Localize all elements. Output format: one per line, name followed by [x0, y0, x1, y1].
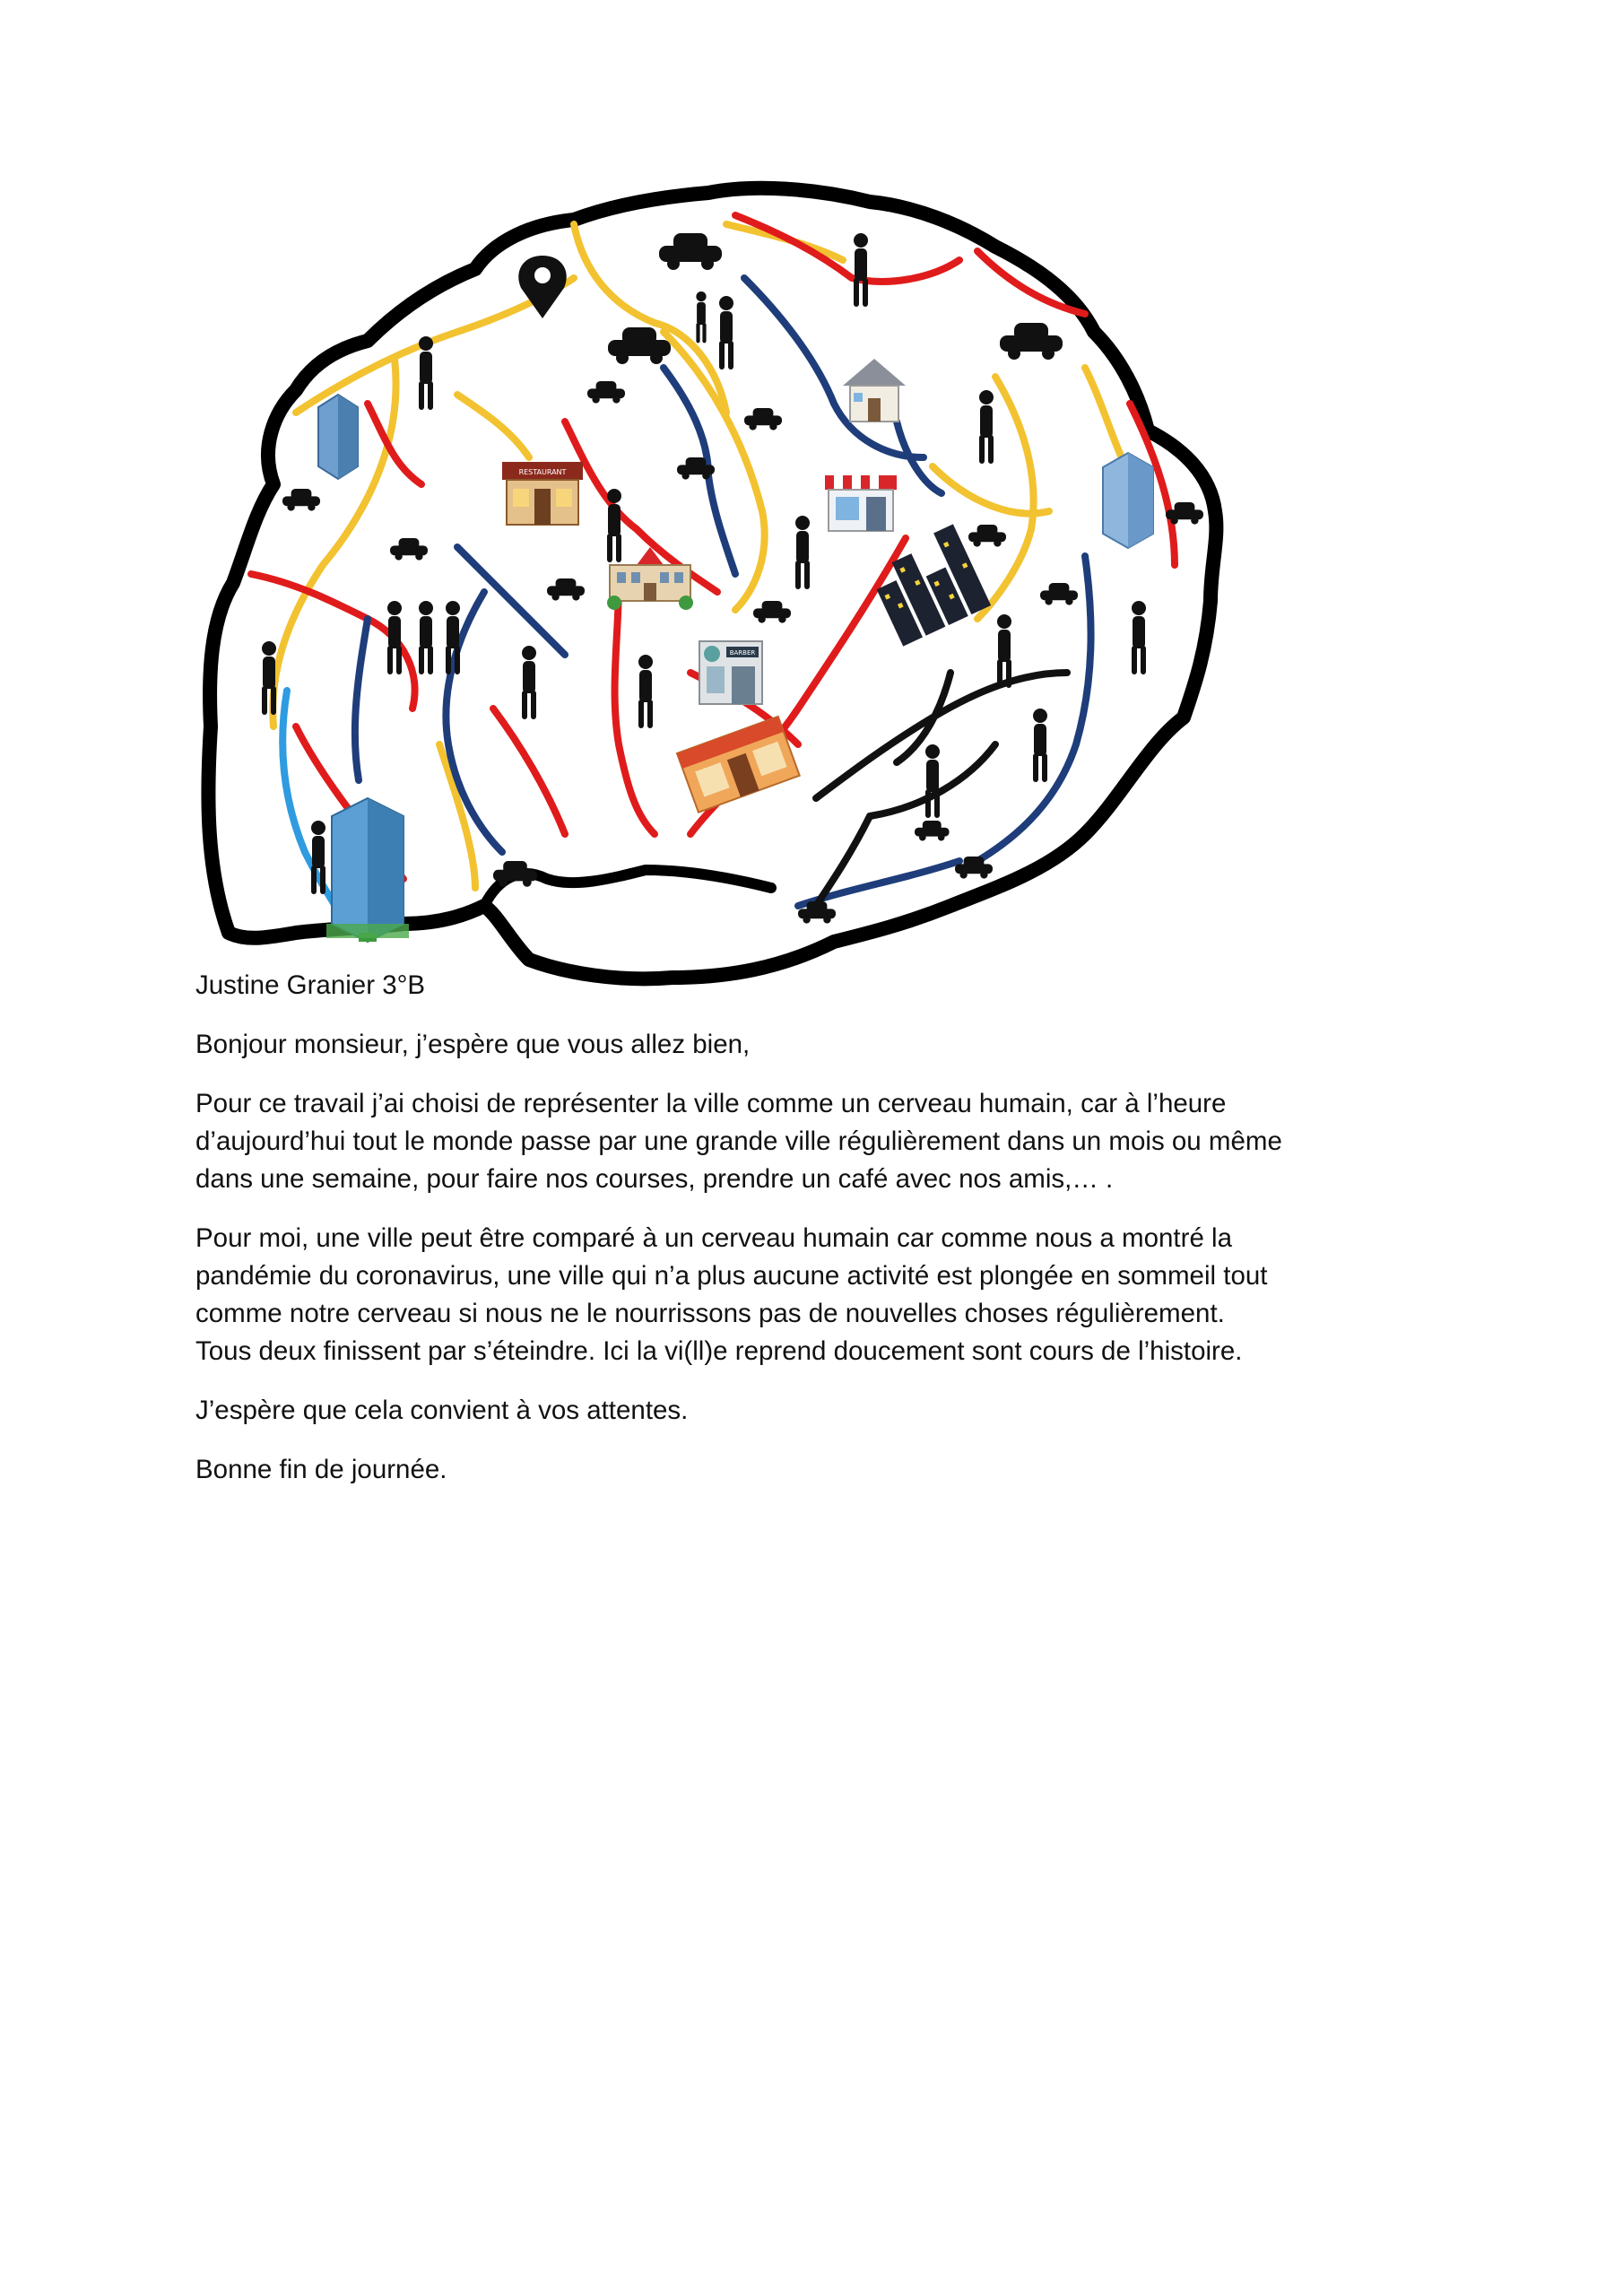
shop-icon — [825, 475, 897, 531]
author-line: Justine Granier 3°B — [195, 970, 426, 1000]
restaurant-sign: RESTAURANT — [518, 468, 567, 476]
paragraph-line: Tous deux finissent par s’éteindre. Ici la vi(ll)e reprend doucement sont cours de l’histoire. — [195, 1336, 1243, 1366]
office-tower-icon — [318, 395, 358, 479]
paragraph-1 — [195, 1085, 1451, 1198]
paragraph-line: Pour moi, une ville peut être comparé à un cerveau humain car comme nous a montré la — [195, 1223, 1233, 1253]
paragraph-line: pandémie du coronavirus, une ville qui n’a plus aucune activité est plongée en sommeil tout — [195, 1261, 1268, 1291]
letter-text — [195, 967, 1451, 1510]
paragraph-line: dans une semaine, pour faire nos courses, prendre un café avec nos amis,… . — [195, 1164, 1114, 1194]
office-tower-icon — [1103, 453, 1153, 548]
paragraph-2 — [195, 1220, 1451, 1370]
paragraph-line: d’aujourd’hui tout le monde passe par une grande ville régulièrement dans un mois ou même — [195, 1126, 1282, 1156]
restaurant-icon — [502, 462, 583, 525]
closing-2: Bonne fin de journée. — [195, 1455, 447, 1484]
paragraph-line: Pour ce travail j’ai choisi de représenter la ville comme un cerveau humain, car à l’heure — [195, 1089, 1227, 1118]
barber-icon — [699, 641, 762, 704]
barber-sign: BARBER — [729, 649, 756, 657]
paragraph-line: comme notre cerveau si nous ne le nourrissons pas de nouvelles choses régulièrement. — [195, 1299, 1225, 1328]
skyscraper-icon — [326, 798, 409, 942]
closing-1: J’espère que cela convient à vos attentes. — [195, 1396, 689, 1425]
brain-city-illustration — [188, 170, 1282, 1004]
greeting: Bonjour monsieur, j’espère que vous allez bien, — [195, 1030, 751, 1059]
